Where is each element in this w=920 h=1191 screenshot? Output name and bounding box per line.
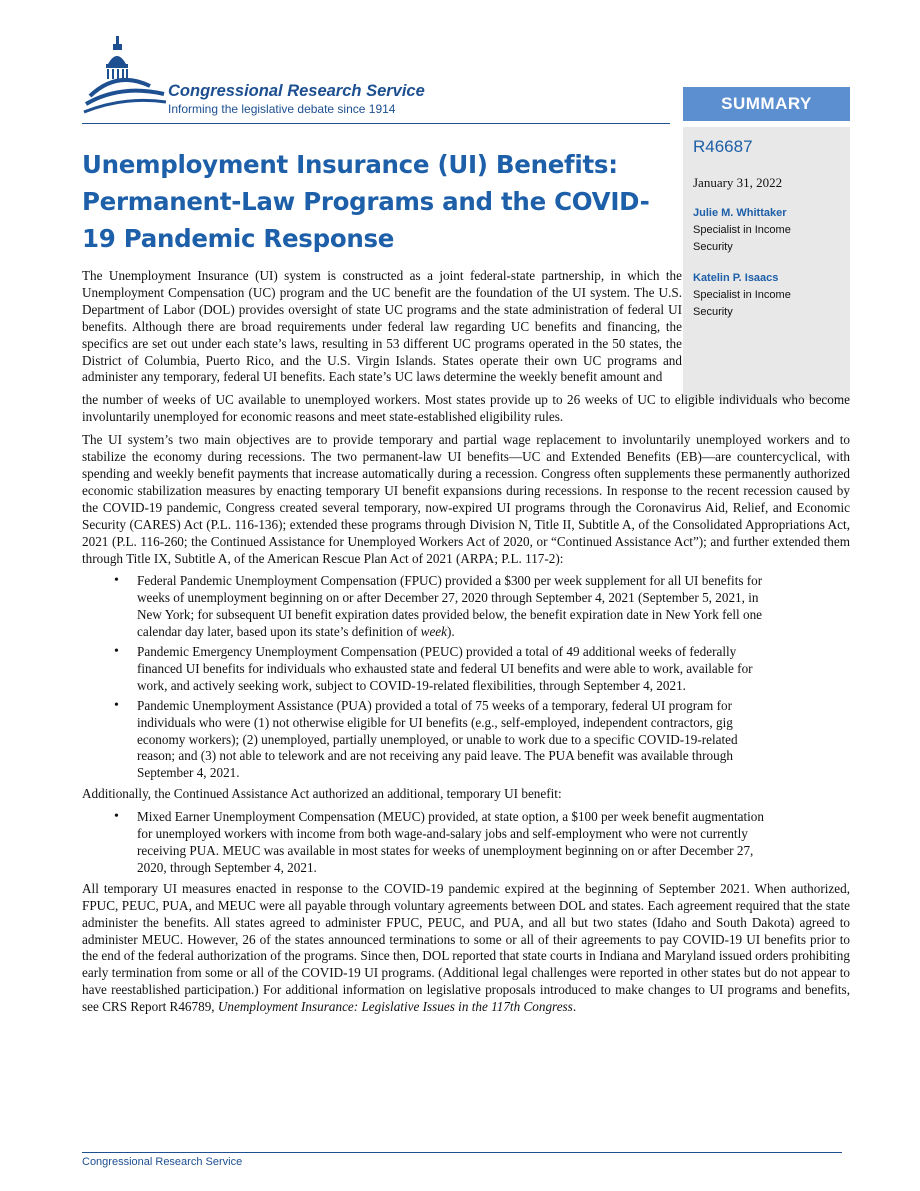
report-date: January 31, 2022 (693, 175, 783, 190)
author-title: Specialist in Income Security (693, 289, 791, 318)
footer-text: Congressional Research Service (82, 1156, 243, 1168)
author-name: Katelin P. Isaacs (693, 272, 779, 284)
list-item: • Pandemic Unemployment Assistance (PUA) provided a total of 75 weeks of a temporary, federal UI program for individuals who were (1) not otherwise eligible for UI benefits (e.g., self-employed, independent contractors, gig economy workers); (2) unemployed, partially unemployed, or unable to work due to a specific COVID-19-related reason; and (3) not able to telework and are not receiving any paid leave. The PUA benefit was available through September 4, 2021. (82, 698, 777, 783)
footer-rule (82, 1152, 842, 1153)
capitol-dome-icon (80, 34, 168, 122)
paragraph: All temporary UI measures enacted in response to the COVID-19 pandemic expired at the beginning of September 2021. When authorized, FPUC, PEUC, PUA, and MEUC were all payable through voluntary agreements between DOL and states. Each agreement required that the state administer the benefits. All states agreed to administer FPUC, PEUC, and PUA, and all but two states (Idaho and South Dakota) agreed to administer MEUC. However, 26 of the states announced terminations to some or all of their agreements to pay COVID-19 UI benefits prior to the end of the federal authorization of the programs. Since then, DOL reported that state courts in Indiana and Maryland issued orders prohibiting early termination from some or all of the COVID-19 UI programs. (Additional legal challenges were reported in other states but do not appear to have reestablished participation.) For additional information on legislative proposals introduced to make changes to UI programs and benefits, see CRS Report R46789, Unemployment Insurance: Legislative Issues in the 117th Congress. (82, 880, 850, 1015)
crs-logo (80, 34, 480, 124)
report-number: R46687 (693, 137, 753, 156)
paragraph: The UI system’s two main objectives are to provide temporary and partial wage replacement to involuntarily unemployed workers and to stabilize the economy during recessions. The two permanent-law UI benefits—UC and Extended Benefits (EB)—are countercyclical, with spending and weekly benefit payments that increase automatically during a recession. Congress often supplements these permanently authorized economic stabilization measures by enacting temporary UI benefit expansions during recessions. In response to the recent recession caused by the COVID-19 pandemic, Congress created several temporary, now-expired UI programs through the Coronavirus Aid, Relief, and Economic Security (CARES) Act (P.L. 116-136); extended these programs through Division N, Title II, Subtitle A, of the Consolidated Appropriations Act, 2021 (P.L. 116-260; the Continued Assistance for Unemployed Workers Act of 2020, or “Continued Assistance Act”); and further extended them through Title IX, Subtitle A, of the American Rescue Plan Act of 2021 (ARPA; P.L. 117-2): (82, 432, 850, 566)
org-tagline: Informing the legislative debate since 1914 (168, 102, 396, 116)
summary-banner: SUMMARY (683, 87, 850, 121)
paragraph: Additionally, the Continued Assistance Act authorized an additional, temporary UI benefit: (82, 786, 562, 802)
author-name: Julie M. Whittaker (693, 207, 787, 219)
author-title: Specialist in Income Security (693, 224, 791, 253)
list-item: • Federal Pandemic Unemployment Compensation (FPUC) provided a $300 per week supplement for all UI benefits for weeks of unemployment beginning on or after December 27, 2020 through September 4, 2021 (September 5, 2021, in New York; for subsequent UI benefit expiration dates provided below, the benefit expiration date in New York fell one calendar day later, based upon its state’s definition of week). (82, 573, 777, 641)
paragraph: The Unemployment Insurance (UI) system is constructed as a joint federal-state partnership, in which the Unemployment Compensation (UC) program and the UC benefit are the foundation of the UI system. The U.S. Department of Labor (DOL) provides oversight of state UC programs and the state administration of federal UI benefits. Although there are broad requirements under federal law regarding UC benefits and financing, the specifics are set out under each state’s laws, resulting in 53 different UC programs operated in the 50 states, the District of Columbia, Puerto Rico, and the U.S. Virgin Islands. States operate their own UC programs and administer any temporary, federal UI benefits. Each state’s UC laws determine the weekly benefit amount and (82, 268, 682, 385)
header-rule (82, 123, 670, 124)
list-item: • Mixed Earner Unemployment Compensation (MEUC) provided, at state option, a $100 per week benefit augmentation for unemployed workers with income from both wage-and-salary jobs and self-employment who were not currently receiving PUA. MEUC was available in most states for weeks of unemployment beginning on or after December 27, 2020, through September 4, 2021. (82, 809, 777, 877)
list-item: • Pandemic Emergency Unemployment Compensation (PEUC) provided a total of 49 additional weeks of federally financed UI benefits for individuals who exhausted state and federal UI benefits and were able to work, available for work, and actively seeking work, subject to COVID-19-related flexibilities, through September 4, 2021. (82, 644, 777, 695)
bullet-list (82, 573, 850, 782)
paragraph: the number of weeks of UC available to unemployed workers. Most states provide up to 26 weeks of UC to eligible individuals who become involuntarily unemployed for economic reasons and meet state-established eligibility rules. (82, 392, 850, 425)
bullet-list (82, 809, 850, 877)
report-title: Unemployment Insurance (UI) Benefits: Permanent-Law Programs and the COVID-19 Pandemic Response (82, 150, 650, 253)
org-name: Congressional Research Service (168, 82, 425, 100)
summary-body (82, 268, 850, 1022)
